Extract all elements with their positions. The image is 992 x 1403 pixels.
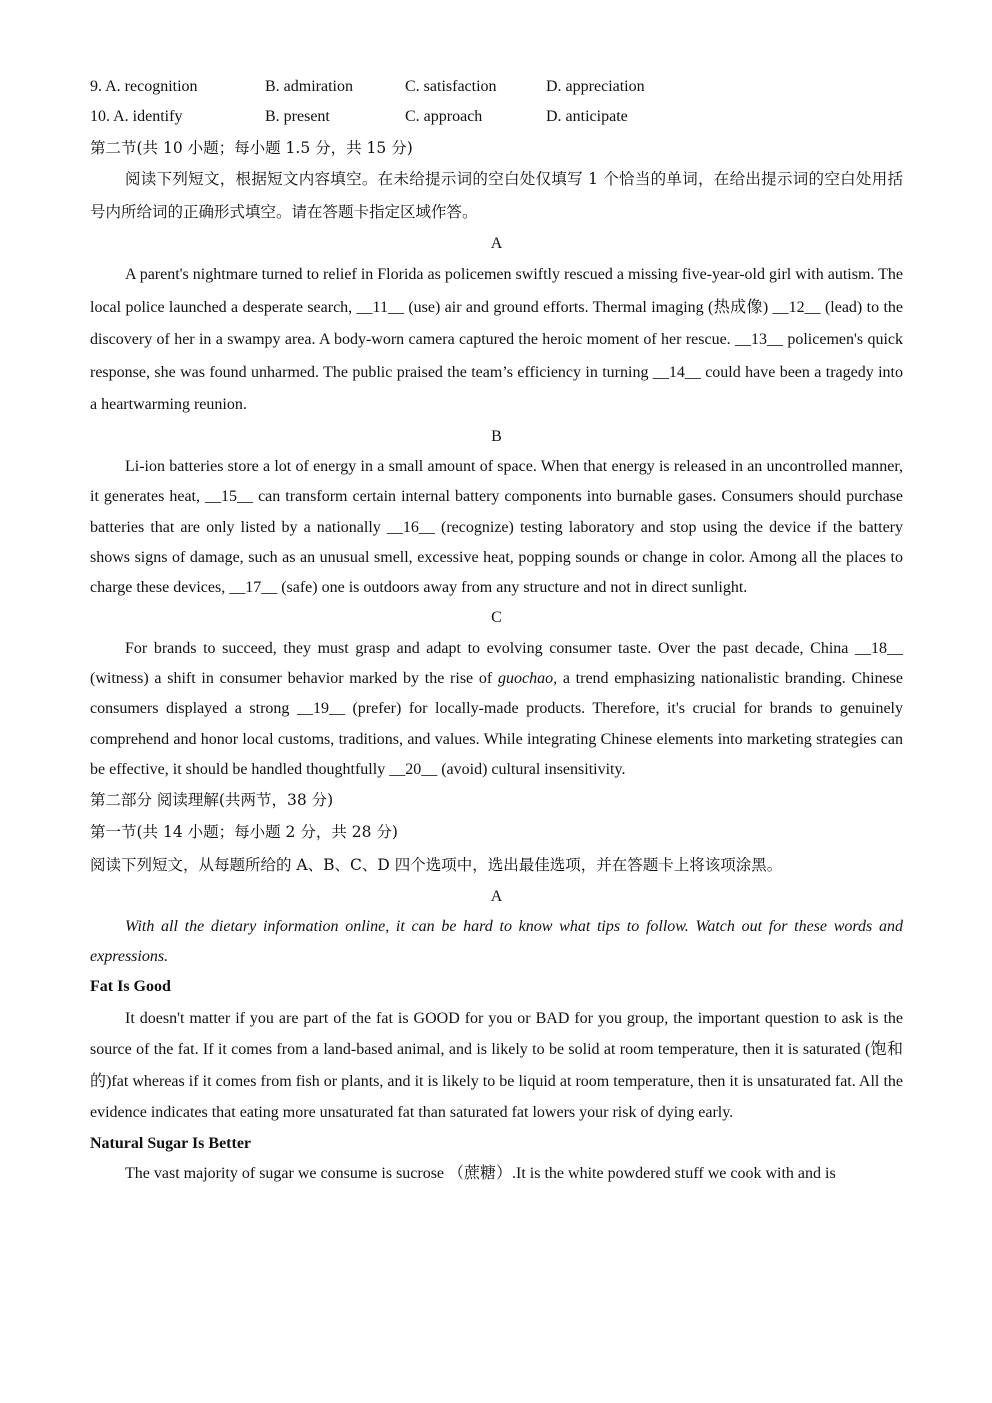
section-2-instructions: 阅读下列短文，根据短文内容填空。在未给提示词的空白处仅填写 1 个恰当的单词，在给出提示词的空白处用括号内所给词的正确形式填空。请在答题卡指定区域作答。 bbox=[90, 169, 903, 221]
section-2-header: 第二节(共 10 小题；每小题 1.5 分，共 15 分) bbox=[90, 138, 413, 157]
passage-c-text-after: , a trend emphasizing nationalistic branding. Chinese consumers displayed a strong __19__ (prefer) for locally-made products. Therefore, it's crucial for brands to genuinely comprehend and honor local customs, traditions, and values. While integrating Chinese elements into marketing strategies can be effective, it should be handled thoughtfully __20__ (avoid) cultural insensitivity. bbox=[90, 670, 904, 778]
option-10b: B. present bbox=[265, 108, 330, 126]
heading-fat-is-good: Fat Is Good bbox=[90, 978, 171, 996]
exam-page bbox=[90, 72, 903, 1189]
passage-b-text: Li-ion batteries store a lot of energy in a small amount of space. When that energy is released in an uncontrolled manner, it generates heat, __15__ can transform certain internal battery components into burnable gases. Consumers should purchase batteries that are only listed by a nationally __16__ (recognize) testing laboratory and stop using the device if the battery shows signs of damage, such as an unusual smell, excessive heat, popping sounds or change in color. Among all the places to charge these devices, __17__ (safe) one is outdoors away from any structure and not in direct sunlight. bbox=[90, 457, 903, 597]
passage-a-label: A bbox=[490, 234, 503, 252]
guochao-term: guochao bbox=[497, 670, 554, 688]
option-9a: 9. A. recognition bbox=[90, 78, 198, 95]
option-9d: D. appreciation bbox=[546, 78, 645, 95]
passage-c-label: C bbox=[491, 609, 502, 627]
part-2-header: 第二部分 阅读理解(共两节，38 分) bbox=[90, 791, 334, 810]
option-10c: C. approach bbox=[405, 108, 483, 126]
option-9c: C. satisfaction bbox=[405, 78, 497, 95]
option-9b: B. admiration bbox=[265, 78, 353, 95]
question-9-options bbox=[90, 72, 903, 102]
passage-b-label: B bbox=[491, 427, 502, 445]
reading-a-label: A bbox=[490, 887, 503, 905]
option-10d: D. anticipate bbox=[546, 108, 628, 126]
part-2-instructions: 阅读下列短文，从每题所给的 A、B、C、D 四个选项中，选出最佳选项，并在答题卡上将该项涂黑。 bbox=[90, 855, 783, 874]
part-2-section-1-header: 第一节(共 14 小题；每小题 2 分，共 28 分) bbox=[90, 822, 398, 841]
heading-natural-sugar: Natural Sugar Is Better bbox=[90, 1134, 252, 1152]
passage-a-text: A parent's nightmare turned to relief in Florida as policemen swiftly rescued a missing five-year-old girl with autism. The local police launched a desperate search, __11__ (use) air and ground efforts. Thermal imaging (热成像) __12__ (lead) to the discovery of her in a swampy area. A body-worn camera captured the heroic moment of her rescue. __13__ policemen's quick response, she was found unharmed. The public praised the team’s efficiency in turning __14__ could have been a tragedy into a heartwarming reunion. bbox=[90, 266, 903, 414]
passage-c-text-before: For brands to succeed, they must grasp and adapt to evolving consumer taste. Over the past decade, China __18__ (witness) a shift in consumer behavior marked by the rise of bbox=[90, 639, 903, 688]
passage-c-text bbox=[90, 634, 903, 785]
option-10a: 10. A. identify bbox=[90, 108, 183, 126]
fat-paragraph: It doesn't matter if you are part of the fat is GOOD for you or BAD for you group, the important question to ask is the source of the fat. If it comes from a land-based animal, and is likely to be solid at room temperature, then it is saturated (饱和的)fat whereas if it comes from fish or plants, and it is likely to be liquid at room temperature, then it is unsaturated fat. All the evidence indicates that eating more unsaturated fat than saturated fat lowers your risk of dying early. bbox=[90, 1009, 903, 1122]
reading-a-intro: With all the dietary information online, it can be hard to know what tips to follow. Watch out for these words and expressions. bbox=[90, 917, 903, 966]
sugar-paragraph: The vast majority of sugar we consume is sucrose （蔗糖）.It is the white powdered stuff we cook with and is bbox=[125, 1165, 836, 1183]
question-10-options bbox=[90, 102, 903, 132]
